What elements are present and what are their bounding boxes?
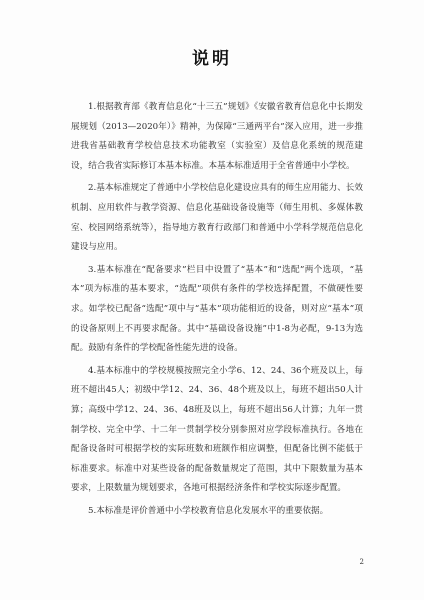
page-number: 2 xyxy=(359,558,364,566)
paragraph-4: 4.基本标准中的学校规模按照完全小学6、12、24、36个班及以上，每班不超出45人；初级中学12、24、36、48个班及以上，每班不超出50人计算；高级中学12、24、36、48班及以上，每班不超出56人计算；九年一贯制学校、完全中学、十二年一贯制学校分别参照对应学段标准执行。各地在配备设备时可根据学校的实际班数和班额作相应调整，但配备比例不能低于标准要求。标准中对某些设备的配备数量规定了范围，其中下限数量为基本要求，上限数量为规划要求，各地可根据经济条件和学校实际逐步配置。 xyxy=(71,365,363,494)
paragraph-1: 1.根据教育部《教育信息化“十三五”规划》《安徽省教育信息化中长期发展规划（2013—2020年）》精神，为保障“三通两平台”深入应用，进一步推进我省基础教育学校信息技术功能教室（实验室）及信息化系统的规范建设，结合我省实际修订本基本标准。本基本标准适用于全省普通中小学校。 xyxy=(71,102,363,171)
document-body xyxy=(71,98,363,524)
paragraph-3: 3.基本标准在“配备要求”栏目中设置了“基本”和“选配”两个选项，“基本”项为标准的基本要求，“选配”项供有条件的学校选择配置，不做硬性要求。如学校已配备“选配”项中与“基本”项功能相近的设备，则对应“基本”项的设备原则上不再要求配备。其中“基础设备设施”中1-8为必配，9-13为选配。鼓励有条件的学校配备性能先进的设备。 xyxy=(71,264,363,354)
paragraph-2: 2.基本标准规定了普通中小学校信息化建设应具有的师生应用能力、长效机制、应用软件与教学资源、信息化基础设备设施等（师生用机、多媒体教室、校园网络系统等），指导地方教育行政部门和普通中小学科学规范信息化建设与应用。 xyxy=(71,183,363,253)
paragraph-5: 5.本标准是评价普通中小学校教育信息化发展水平的重要依据。 xyxy=(88,505,329,516)
page-title: 说明 xyxy=(192,49,232,69)
